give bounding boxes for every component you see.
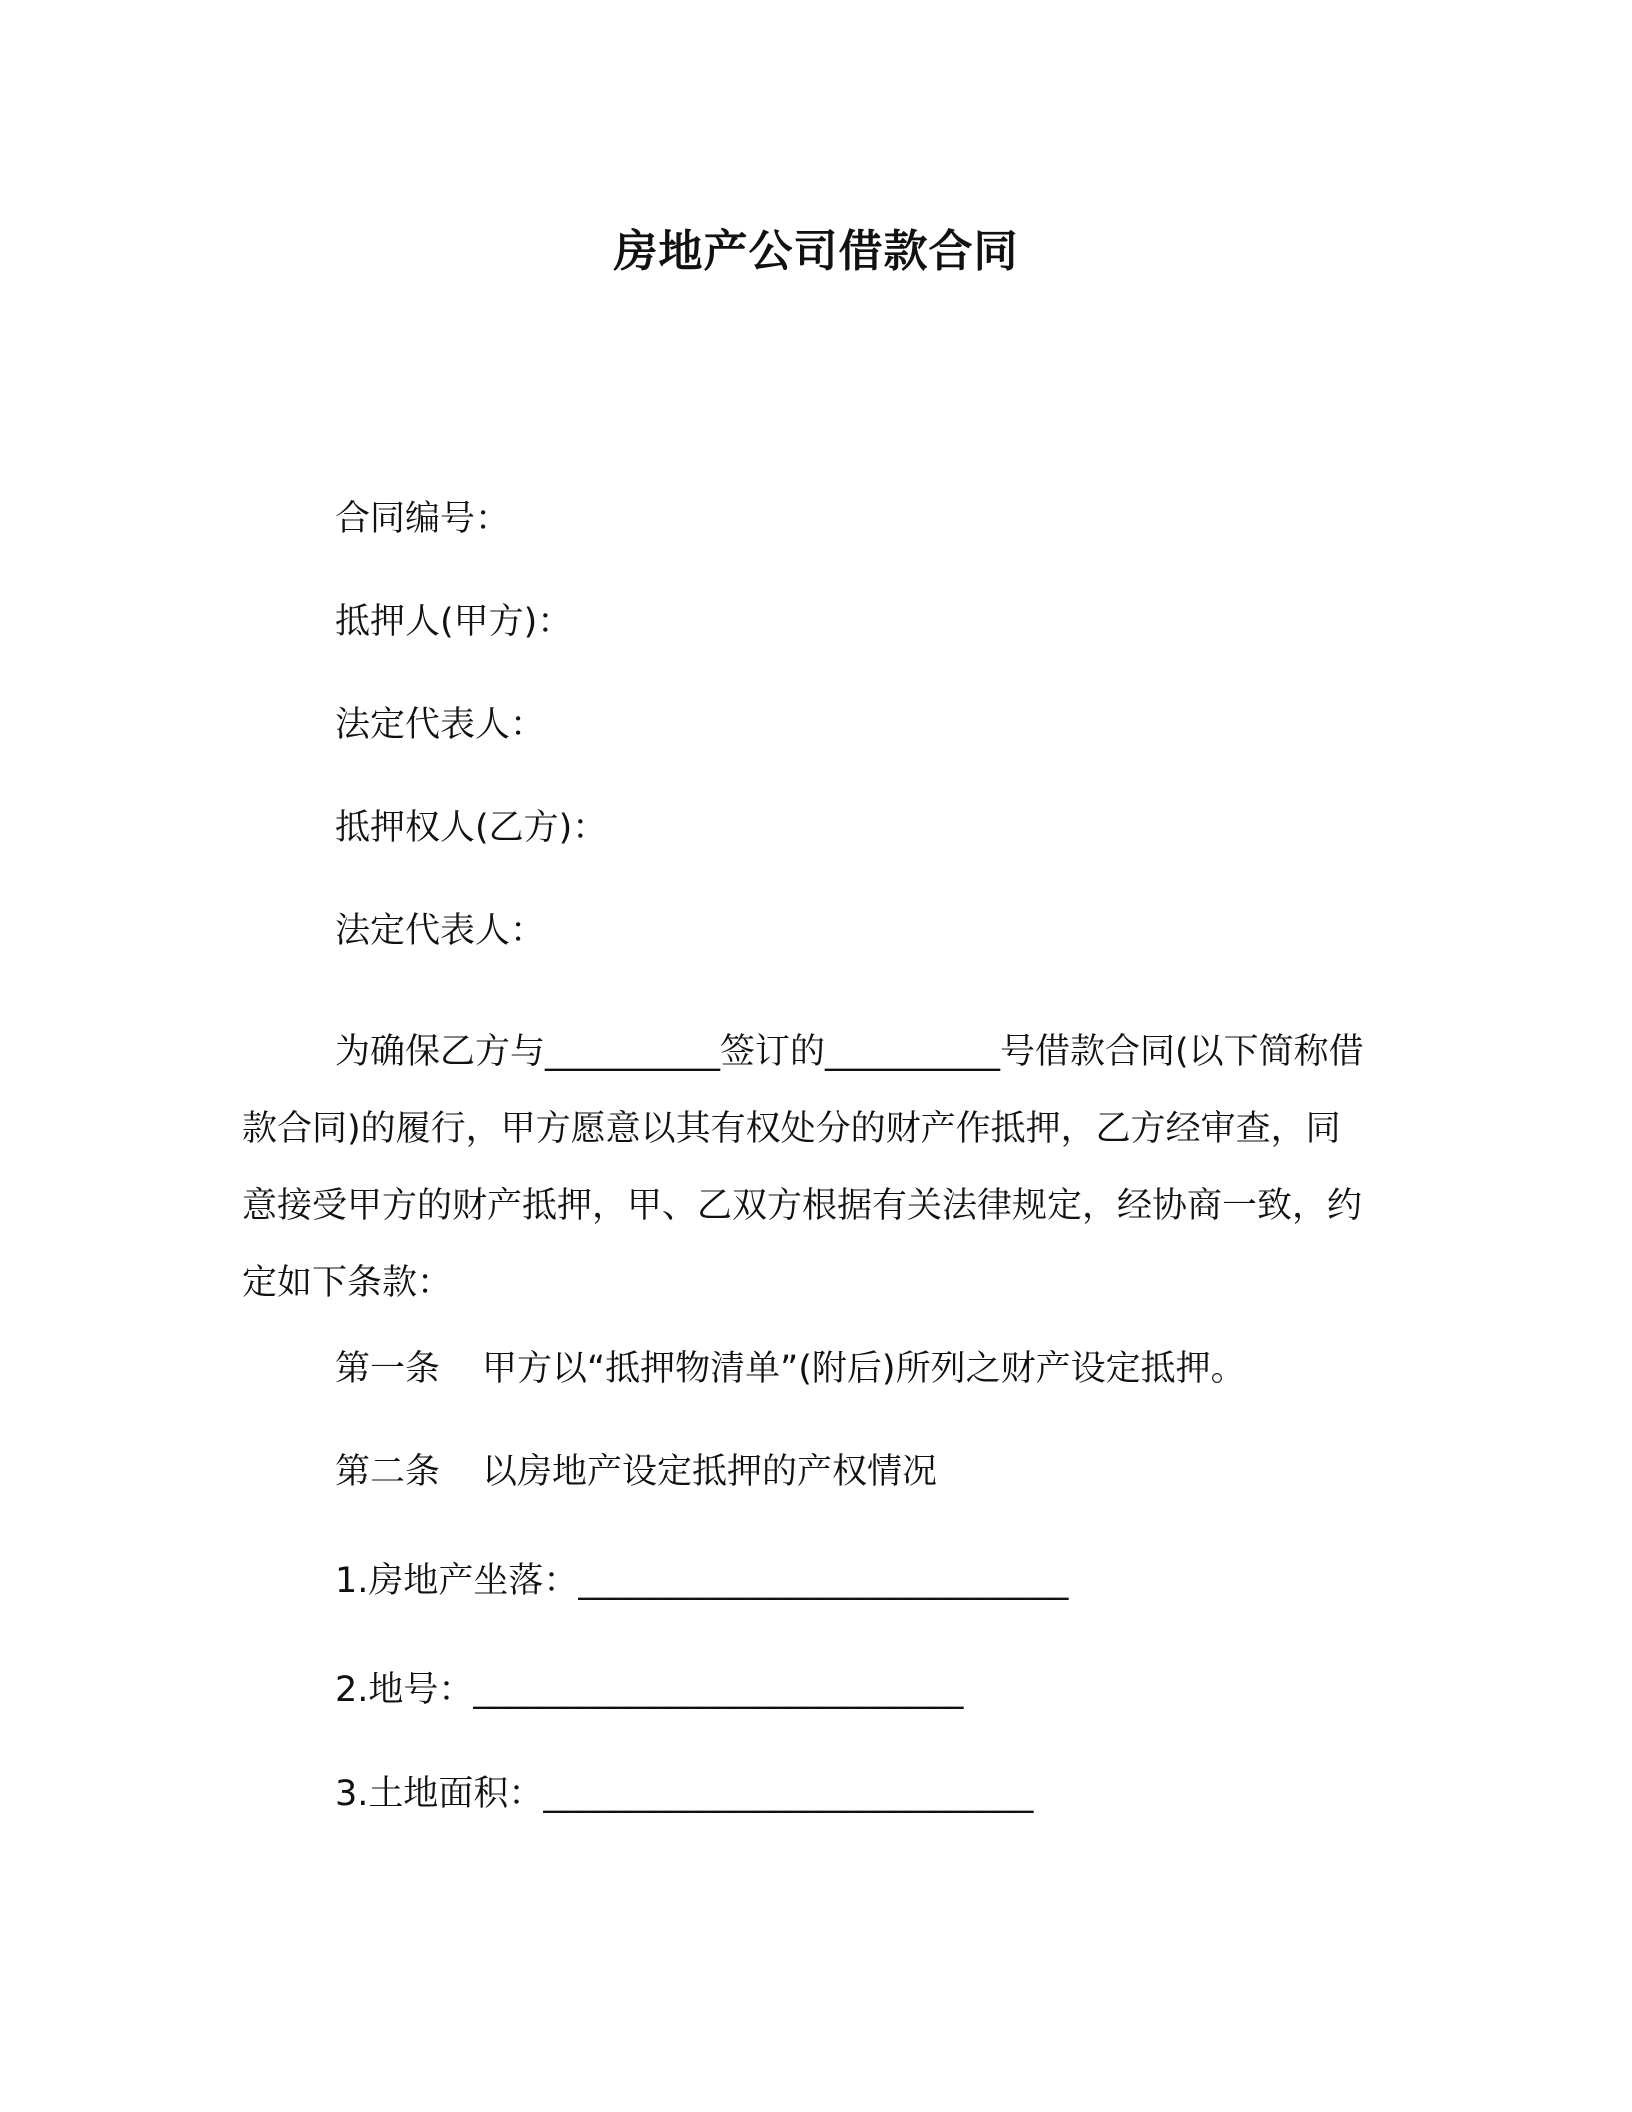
field-mortgagor: 抵押人(甲方)： [335,602,573,642]
property-land-area: 3.土地面积：____________________________ [335,1774,1034,1814]
field-legal-representative-b: 法定代表人： [335,911,546,951]
clause-1-text: 甲方以“抵押物清单”(附后)所列之财产设定抵押。 [482,1349,1246,1389]
clause-1 [335,1344,1246,1394]
field-mortgagee: 抵押权人(乙方)： [335,808,608,848]
field-contract-number: 合同编号： [335,499,511,539]
clause-2 [335,1447,937,1497]
property-location: 1.房地产坐落：____________________________ [335,1561,1069,1601]
intro-paragraph: 为确保乙方与__________签订的__________号借款合同(以下简称借款合同)的履行，甲方愿意以其有权处分的财产作抵押，乙方经审查，同意接受甲方的财产抵押，甲、乙双方根据有关法律规定，经协商一致，约定如下条款： [242,1032,1364,1303]
clause-2-number: 第二条 [335,1452,441,1492]
property-lot-number: 2.地号：____________________________ [335,1670,964,1710]
document-title: 房地产公司借款合同 [613,226,1019,277]
clause-2-text: 以房地产设定抵押的产权情况 [482,1452,938,1492]
clause-1-number: 第一条 [335,1349,441,1389]
field-legal-representative-a: 法定代表人： [335,705,546,745]
